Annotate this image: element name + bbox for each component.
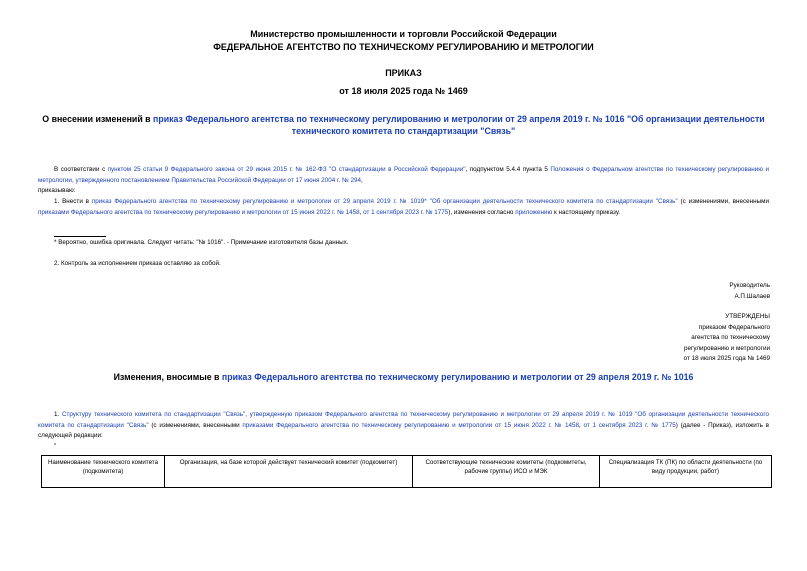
table-header-cell: Организация, на базе которой действует технический комитет (подкомитет) [165,456,413,488]
title-link[interactable]: приказ Федерального агентства по техническому регулированию и метрологии от 29 апреля 2019 г. № 1016 "Об организации деятельности технического комитета по стандартизации "Связь" [153,114,765,136]
change1-link-amendment-2023[interactable]: от 1 сентября 2023 г. № 1775 [583,421,676,429]
document-type: ПРИКАЗ [385,68,422,78]
appendix-title [0,372,807,382]
item1-link-amendment-2023[interactable]: от 1 сентября 2023 г. № 1775 [363,208,449,216]
approval-line-3: агентства по техническому [691,334,770,342]
title-prefix: О внесении изменений в [42,114,154,124]
change-1 [38,410,769,442]
footnote: * Вероятно, ошибка оригинала. Следует читать: "№ 1016". - Примечание изготовителя базы данных. [54,239,349,246]
signature-block [729,281,770,302]
ministry-name: Министерство промышленности и торговли Российской Федерации [250,29,557,39]
approval-line-1: УТВЕРЖДЕНЫ [725,313,770,320]
agency-name: ФЕДЕРАЛЬНОЕ АГЕНТСТВО ПО ТЕХНИЧЕСКОМУ РЕГУЛИРОВАНИЮ И МЕТРОЛОГИИ [213,42,594,52]
appendix-title-prefix: Изменения, вносимые в [113,372,222,382]
preamble-text-3: , [360,176,363,184]
document-title [38,114,769,137]
committee-structure-table [41,455,772,488]
signature-position: Руководитель [729,282,770,289]
approval-line-4: регулированию и метрологии [684,344,770,352]
table-header-cell: Специализация ТК (ПК) по области деятельности (по виду продукции, работ) [600,456,772,488]
change1-text-4: ) (далее - Приказ), изложить в следующей редакции: [38,421,770,439]
approval-line-5: от 18 июля 2025 года № 1469 [683,355,770,363]
table-header-cell: Наименование технического комитета (подкомитета) [42,456,165,488]
signature-name: А.П.Шалаев [734,292,770,300]
change1-text-1: 1. [54,411,62,418]
table-header-row [42,456,772,488]
item1-link-order[interactable]: приказ Федерального агентства по техническому регулированию и метрологии от 29 апреля 2019 г. № 1019* "Об организации деятельности технического комитета по стандартизации "Связь" [91,198,678,205]
item-1 [38,197,769,218]
preamble-text-2: , подпунктом 5.4.4 пункта 5 [465,166,551,173]
item1-text-5: к настоящему приказу. [552,208,621,216]
item1-text-2: (с изменениями, внесенными [677,198,769,205]
appendix-title-link[interactable]: приказ Федерального агентства по техническому регулированию и метрологии от 29 апреля 2019 г. № 1016 [221,372,694,382]
item1-text-4: ), изменения согласно [448,208,516,216]
document-date: от 18 июля 2025 года № 1469 [339,86,468,96]
item-2: 2. Контроль за исполнением приказа оставляю за собой. [54,260,221,267]
approval-line-2: приказом Федерального [698,323,770,331]
item1-link-appendix[interactable]: приложению [515,208,553,216]
change1-text-3: , [579,421,584,429]
preamble-text-1: В соответствии с [54,166,108,173]
change1-link-structure[interactable]: Структуру технического комитета по стандартизации "Связь", утвержденную приказом Федерального агентства по техническому регулированию и метрологии от 29 апреля 2019 г. № 1019 "Об организации деятельности технического комитета по стандартизации "Связь" [38,411,769,429]
approval-block [684,312,770,365]
item1-link-amendment-2022[interactable]: приказами Федерального агентства по техническому регулированию и метрологии от 15 июня 2022 г. № 1458 [38,208,360,216]
change1-link-amendment-2022[interactable]: приказами Федерального агентства по техническому регулированию и метрологии от 15 июня 2022 г. № 1458 [242,421,580,429]
opening-quote: " [54,443,57,450]
preamble-link-law[interactable]: пунктом 25 статьи 9 Федерального закона от 29 июня 2015 г. № 162-ФЗ "О стандартизации в Российской Федерации" [107,166,466,173]
preamble-link-regulation[interactable]: Положения о Федеральном агентстве по техническому регулированию и метрологии, утвержденного постановлением Правительства Российской Федерации от 17 июня 2004 г. № 294 [38,166,769,184]
item1-text-1: 1. Внести в [54,198,92,205]
footnote-divider [54,236,106,237]
item1-text-3: , [359,208,364,216]
table-header-cell: Соответствующие технические комитеты (подкомитеты, рабочие группы) ИСО и МЭК [413,456,600,488]
order-word: приказываю: [38,187,76,194]
preamble [38,165,769,186]
change1-text-2: (с изменениями, внесенными [148,421,243,429]
